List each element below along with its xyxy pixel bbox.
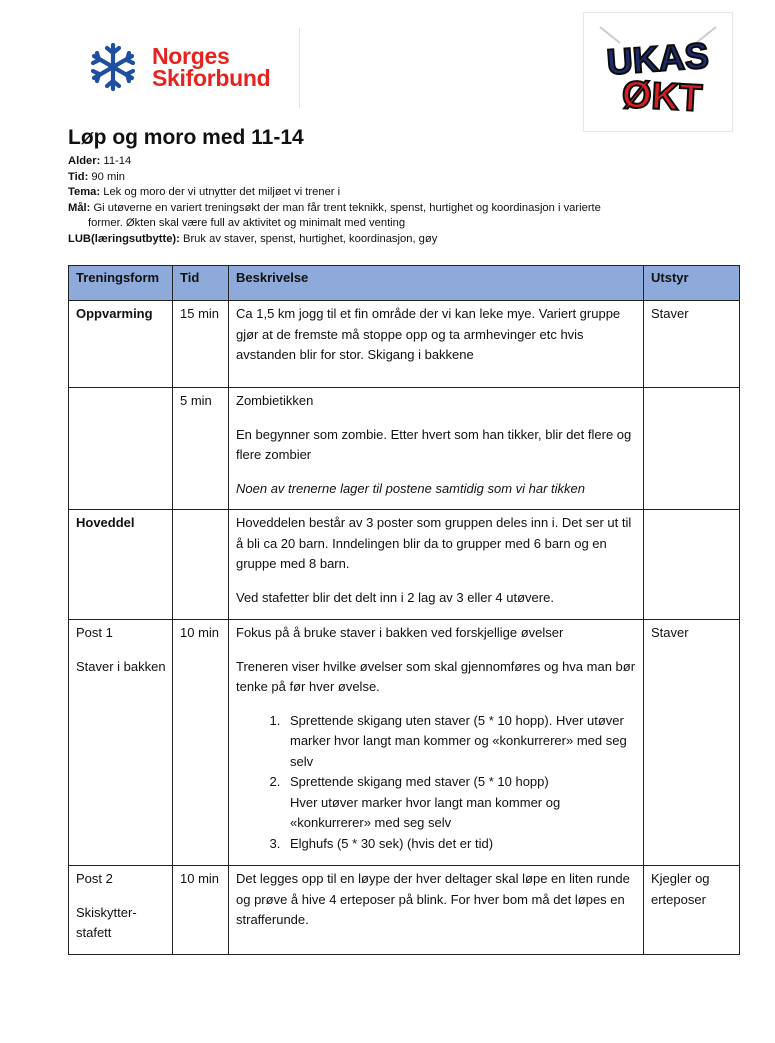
logo-text-ukas: UKAS xyxy=(605,34,710,83)
cell-utstyr: Kjegler og erteposer xyxy=(644,866,740,955)
header-tid: Tid xyxy=(173,266,229,301)
exercise-list xyxy=(236,711,637,855)
cell-utstyr: Staver xyxy=(644,620,740,866)
logo-text-line2: Skiforbund xyxy=(152,65,271,91)
cell-tid: 10 min xyxy=(173,620,229,866)
cell-beskrivelse: Zombietikken En begynner som zombie. Etter hvert som han tikker, blir det flere og flere zombier Noen av trenerne lager til postene samtidig som vi har tikken xyxy=(229,388,644,510)
cell-utstyr: Staver xyxy=(644,301,740,388)
logo-text-okt: ØKT xyxy=(620,73,704,121)
cell-treningsform: Oppvarming xyxy=(69,301,173,388)
ukas-okt-logo xyxy=(583,12,733,132)
cell-treningsform: Post 1 Staver i bakken xyxy=(69,620,173,866)
header-utstyr: Utstyr xyxy=(644,266,740,301)
norges-skiforbund-logo xyxy=(88,42,270,92)
meta-row: Alder: 11-14 xyxy=(68,155,132,167)
session-meta xyxy=(68,154,708,248)
cell-tid: 10 min xyxy=(173,866,229,955)
cell-tid: 15 min xyxy=(173,301,229,388)
cell-tid xyxy=(173,510,229,620)
cell-beskrivelse: Ca 1,5 km jogg til et fin område der vi kan leke mye. Variert gruppe gjør at de fremste må stoppe opp og ta armhevinger etc hvis avstanden blir for stor. Skigang i bakkene xyxy=(229,301,644,388)
header-beskrivelse: Beskrivelse xyxy=(229,266,644,301)
table-row xyxy=(69,301,740,388)
cell-treningsform: Post 2 Skiskytter-stafett xyxy=(69,866,173,955)
list-item: 2. Sprettende skigang med staver (5 * 10 hopp) Hver utøver marker hvor langt man kommer og «konkurrerer» med seg selv xyxy=(284,772,637,834)
list-item: 1. Sprettende skigang uten staver (5 * 10 hopp). Hver utøver marker hvor langt man kommer og «konkurrerer» med seg selv xyxy=(284,711,637,773)
header-treningsform: Treningsform xyxy=(69,266,173,301)
meta-row: Mål: Gi utøverne en variert treningsøkt der man får trent teknikk, spenst, hurtighet og koordinasjon i varierte xyxy=(68,201,601,214)
table-row xyxy=(69,866,740,955)
cell-utstyr xyxy=(644,510,740,620)
cell-tid: 5 min xyxy=(173,388,229,510)
meta-row: former. Økten skal være full av aktivitet og minimalt med venting xyxy=(88,217,406,230)
table-header-row xyxy=(69,266,740,301)
cell-utstyr xyxy=(644,388,740,510)
table-row xyxy=(69,510,740,620)
cell-beskrivelse: Hoveddelen består av 3 poster som gruppen deles inn i. Det ser ut til å bli ca 20 barn. Inndelingen blir da to grupper med 6 barn og en gruppe med 8 barn. Ved stafetter blir det delt inn i 2 lag av 3 eller 4 utøvere. xyxy=(229,510,644,620)
logo-divider xyxy=(299,28,300,108)
logo-text-line1: Norges xyxy=(152,43,230,69)
snowflake-icon xyxy=(88,42,138,92)
list-item: 3. Elghufs (5 * 30 sek) (hvis det er tid) xyxy=(284,834,637,855)
cell-treningsform: Hoveddel xyxy=(69,510,173,620)
page-title: Løp og moro med 11-14 xyxy=(68,126,304,149)
cell-treningsform xyxy=(69,388,173,510)
training-plan-table xyxy=(68,265,740,955)
meta-row: LUB(læringsutbytte): Bruk av staver, spenst, hurtighet, koordinasjon, gøy xyxy=(68,232,438,245)
table-row xyxy=(69,620,740,866)
meta-row: Tema: Lek og moro der vi utnytter det miljøet vi trener i xyxy=(68,186,341,199)
cell-beskrivelse: Fokus på å bruke staver i bakken ved forskjellige øvelser Treneren viser hvilke øvelser som skal gjennomføres og hva man bør tenke på før hver øvelse. 1. Sprettende skigang uten staver (5 * 10 hopp). Hver utøver marker hvor langt man kommer og «konkurrerer» med seg selv 2. Sprettende skigang med staver (5 * 10 hopp) Hver utøver marker hvor langt man kommer og «konkurrerer» med seg selv 3. Elghufs (5 * 30 sek) (hvis det er tid) xyxy=(229,620,644,866)
cell-beskrivelse: Det legges opp til en løype der hver deltager skal løpe en liten runde og prøve å hive 4 erteposer på blink. For hver bom må det løpes en strafferunde. xyxy=(229,866,644,955)
meta-row: Tid: 90 min xyxy=(68,170,125,183)
table-row xyxy=(69,388,740,510)
